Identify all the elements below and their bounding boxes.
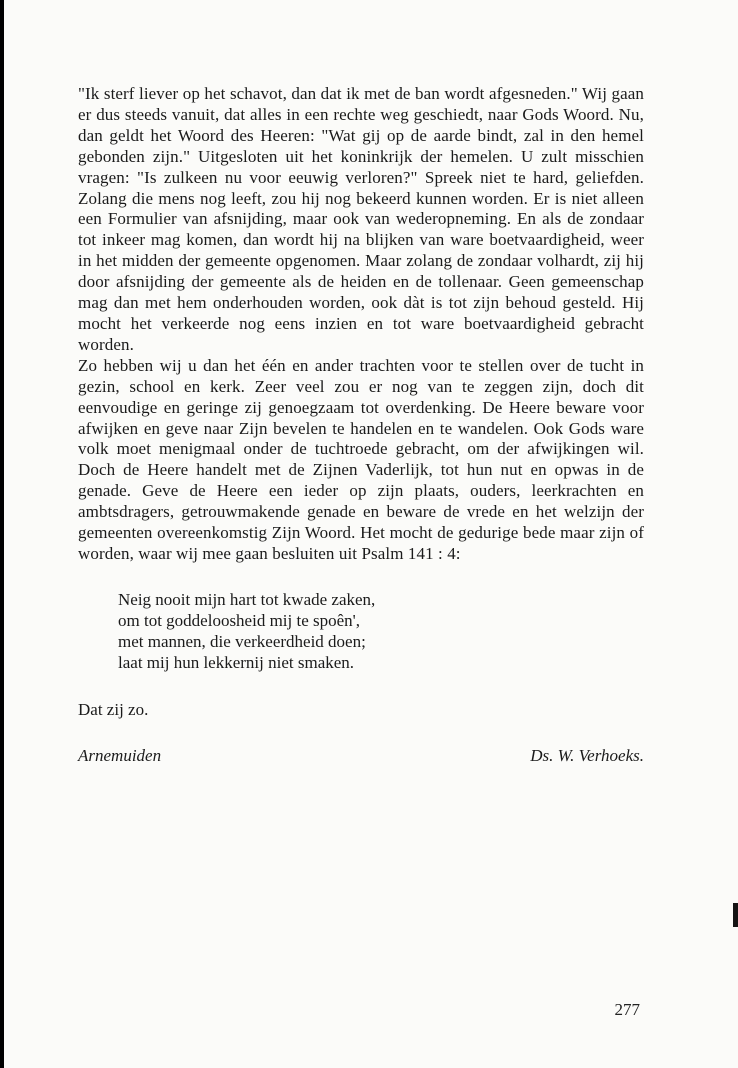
verse-line: laat mij hun lekkernij niet smaken.	[118, 652, 355, 672]
verse-line: Neig nooit mijn hart tot kwade zaken,	[118, 589, 376, 609]
signature-row	[78, 745, 644, 766]
psalm-verse	[118, 589, 644, 673]
scan-edge-line	[0, 0, 4, 1068]
page-text-block	[78, 84, 644, 766]
closing-phrase: Dat zij zo.	[78, 699, 149, 719]
place-name: Arnemuiden	[78, 745, 162, 765]
verse-line: om tot goddeloosheid mij te spoên',	[118, 610, 360, 630]
author-signature: Ds. W. Verhoeks.	[530, 745, 644, 765]
scan-artifact-mark	[733, 903, 738, 927]
page-number: 277	[614, 1000, 640, 1019]
paragraph: "Ik sterf liever op het schavot, dan dat ik met de ban wordt afgesneden." Wij gaan er dus steeds vanuit, dat alles in een rechte weg geschiedt, naar Gods Woord. Nu, dan geldt het Woord des Heeren: "Wat gij op de aarde bindt, zal in den hemel gebonden zijn." Uitgesloten uit het koninkrijk der hemelen. U zult misschien vragen: "Is zulkeen nu voor eeuwig verloren?" Spreek niet te hard, geliefden. Zolang die mens nog leeft, zou hij nog bekeerd kunnen worden. Er is niet alleen een Formulier van afsnijding, maar ook van wederopneming. En als de zondaar tot inkeer mag komen, dan wordt hij na blijken van ware boetvaardigheid, weer in het midden der gemeente opgenomen. Maar zolang de zondaar volhardt, zij hij door afsnijding der gemeente als de heiden en de tollenaar. Geen gemeenschap mag dan met hem onderhouden worden, ook dàt is tot zijn behoud gesteld. Hij mocht het verkeerde nog eens inzien en tot ware boetvaardigheid gebracht worden.	[78, 84, 644, 354]
verse-line: met mannen, die verkeerdheid doen;	[118, 631, 366, 651]
paragraph: Zo hebben wij u dan het één en ander trachten voor te stellen over de tucht in gezin, school en kerk. Zeer veel zou er nog van te zeggen zijn, doch dit eenvoudige en geringe zij genoegzaam tot overdenking. De Heere beware voor afwijken en geve naar Zijn bevelen te handelen en te wandelen. Ook Gods ware volk moet menigmaal onder de tuchtroede gebracht, om der afwijkingen wil. Doch de Heere handelt met de Zijnen Vaderlijk, tot hun nut en opwas in de genade. Geve de Heere een ieder op zijn plaats, ouders, leerkrachten en ambtsdragers, getrouwmakende genade en beware de vrede en het welzijn der gemeenten overeenkomstig Zijn Woord. Het mocht de gedurige bede maar zijn of worden, waar wij mee gaan besluiten uit Psalm 141 : 4:	[78, 355, 644, 563]
